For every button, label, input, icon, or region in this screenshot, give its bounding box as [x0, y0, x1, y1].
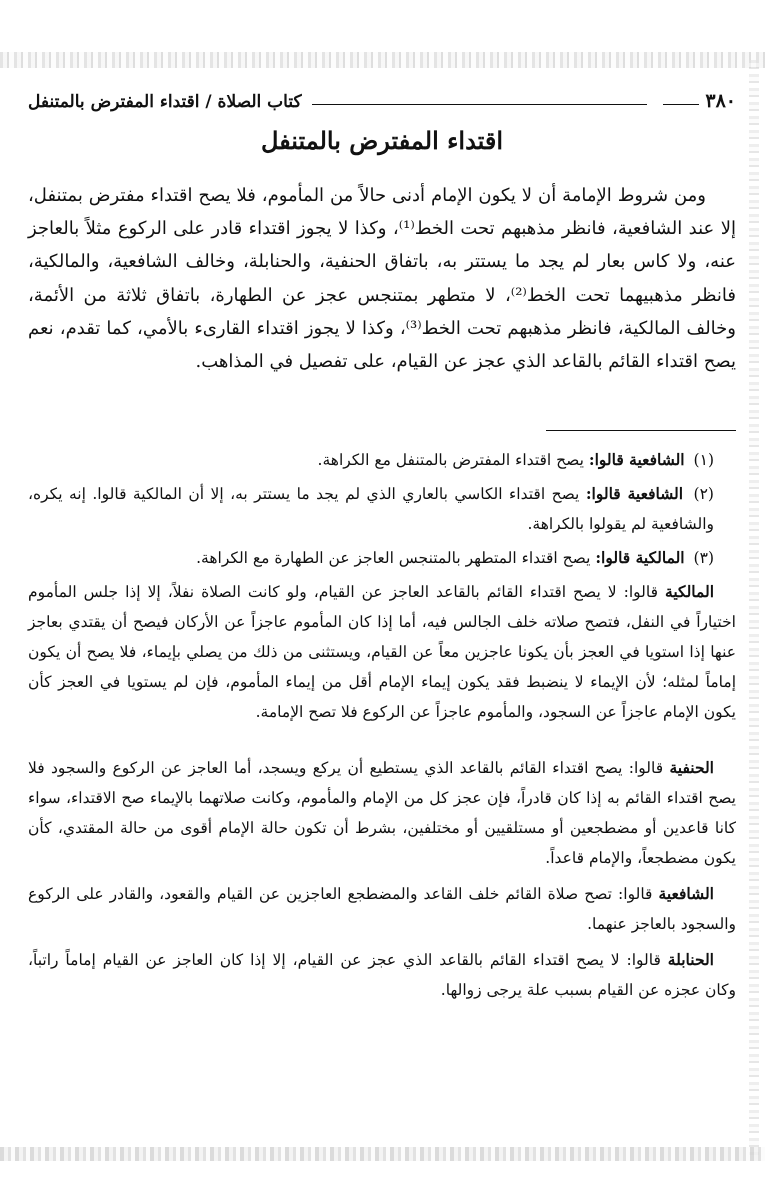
- footnote-text: يصح اقتداء المتطهر بالمتنجس العاجز عن الطهارة مع الكراهة.: [196, 549, 591, 568]
- header-dash: [663, 104, 699, 105]
- note-hanbali: [28, 945, 736, 1005]
- note-text: قالوا: يصح اقتداء القائم بالقاعد الذي يستطيع أن يركع ويسجد، أما العاجز عن الركوع والسجود فلا يصح اقتداء القائم به إذا كان قادراً، فإن عجز كل من الإمام والمأموم، وكانت صلاتهما بالإيماء صح الاقتداء، سواء كانا قاعدين أو مضطجعين أو مستلقيين أو مختلفين، بشرط أن تكون حالة الإمام أقوى من حالة المقتدي، كأن يكون مضطجعاً، والإمام قاعداً.: [28, 759, 736, 868]
- footnote-2: [28, 479, 736, 539]
- note-school: الحنابلة: [667, 950, 714, 970]
- scan-border-bottom: [0, 1147, 765, 1161]
- note-shafii: [28, 879, 736, 939]
- note-school: الشافعية: [658, 884, 714, 904]
- footnote-number: (٢): [693, 485, 714, 504]
- note-hanafi: [28, 753, 736, 873]
- footnote-school: الشافعية قالوا:: [585, 484, 684, 504]
- book-title: كتاب الصلاة / اقتداء المفترض بالمتنفل: [28, 92, 302, 112]
- note-school: الحنفية: [669, 758, 714, 778]
- book-page: [28, 78, 736, 1011]
- main-paragraph: ومن شروط الإمامة أن لا يكون الإمام أدنى حالاً من المأموم، فلا يصح اقتداء مفترض بمتنفل، إلا عند الشافعية، فانظر مذهبهم تحت الخط⁽¹⁾، وكذا لا يجوز اقتداء قادر على الركوع مثلاً بالعاجز عنه، ولا كاس بعار لم يجد ما يستتر به، باتفاق الحنفية، والحنابلة، وخالف الشافعية، والمالكية، فانظر مذهبيهما تحت الخط⁽²⁾، لا متطهر بمتنجس عجز عن الطهارة، باتفاق ثلاثة من الأئمة، وخالف المالكية، فانظر مذهبهم تحت الخط⁽³⁾، وكذا لا يجوز اقتداء القارىء بالأمي، كما تقدم، نعم يصح اقتداء القائم بالقاعد الذي عجز عن القيام، على تفصيل في المذاهب.: [28, 185, 737, 373]
- page-number: ٣٨٠: [705, 90, 736, 112]
- spacer: [28, 733, 736, 753]
- footnote-school: المالكية قالوا:: [595, 548, 685, 568]
- chapter-title: اقتداء المفترض بالمتنفل: [260, 126, 504, 155]
- note-text: قالوا: لا يصح اقتداء القائم بالقاعد العاجز عن القيام، ولو كانت الصلاة نفلاً، إلا إذا جلس المأموم اختياراً في النفل، فتصح صلاته خلف الجالس فيه، أما إذا كان المأموم عاجزاً عن الأركان فيصح أن يقتدي بعاجز عنها إذا استويا في العجز بأن يكونا عاجزين معاً عن القيام، ويستثنى من ذلك من يصلي بإيماء، فلا يصح أن يكون إماماً لمثله؛ لأن الإيماء لا ينضبط فقد يكون إيماء الإمام أقل من إيماء المأموم، فإن لم يستويا في العجز كأن يكون الإمام عاجزاً عن السجود، والمأموم عاجزاً عن الركوع فلا تصح الإمامة.: [28, 583, 736, 722]
- footnote-1: [28, 445, 736, 475]
- note-school: المالكية: [665, 582, 714, 602]
- footnote-text: يصح اقتداء المفترض بالمتنفل مع الكراهة.: [317, 451, 584, 470]
- footnote-text: يصح اقتداء الكاسي بالعاري الذي لم يجد ما يستتر به، إلا أن المالكية قالوا. إنه يكره، والشافعية لم يقولوا بالكراهة.: [28, 485, 714, 534]
- note-text: قالوا: تصح صلاة القائم خلف القاعد والمضطجع العاجزين عن القيام والقعود، والقادر على الركوع والسجود بالعاجز عنهما.: [28, 885, 736, 934]
- scan-border-top: [0, 52, 765, 68]
- running-head: [28, 78, 736, 112]
- header-rule: [312, 104, 648, 105]
- footnote-school: الشافعية قالوا:: [588, 450, 685, 470]
- footnote-number: (١): [693, 451, 714, 470]
- note-maliki: [28, 577, 736, 727]
- footnote-3: [28, 543, 736, 573]
- footnote-number: (٣): [693, 549, 714, 568]
- scan-border-right: [749, 60, 759, 1155]
- footnote-separator: [546, 430, 736, 431]
- note-text: قالوا: لا يصح اقتداء القائم بالقاعد الذي عجز عن القيام، إلا إذا كان العاجز عن القيام إماماً راتباً، وكان عجزه عن القيام بسبب علة يرجى زوالها.: [28, 951, 736, 1000]
